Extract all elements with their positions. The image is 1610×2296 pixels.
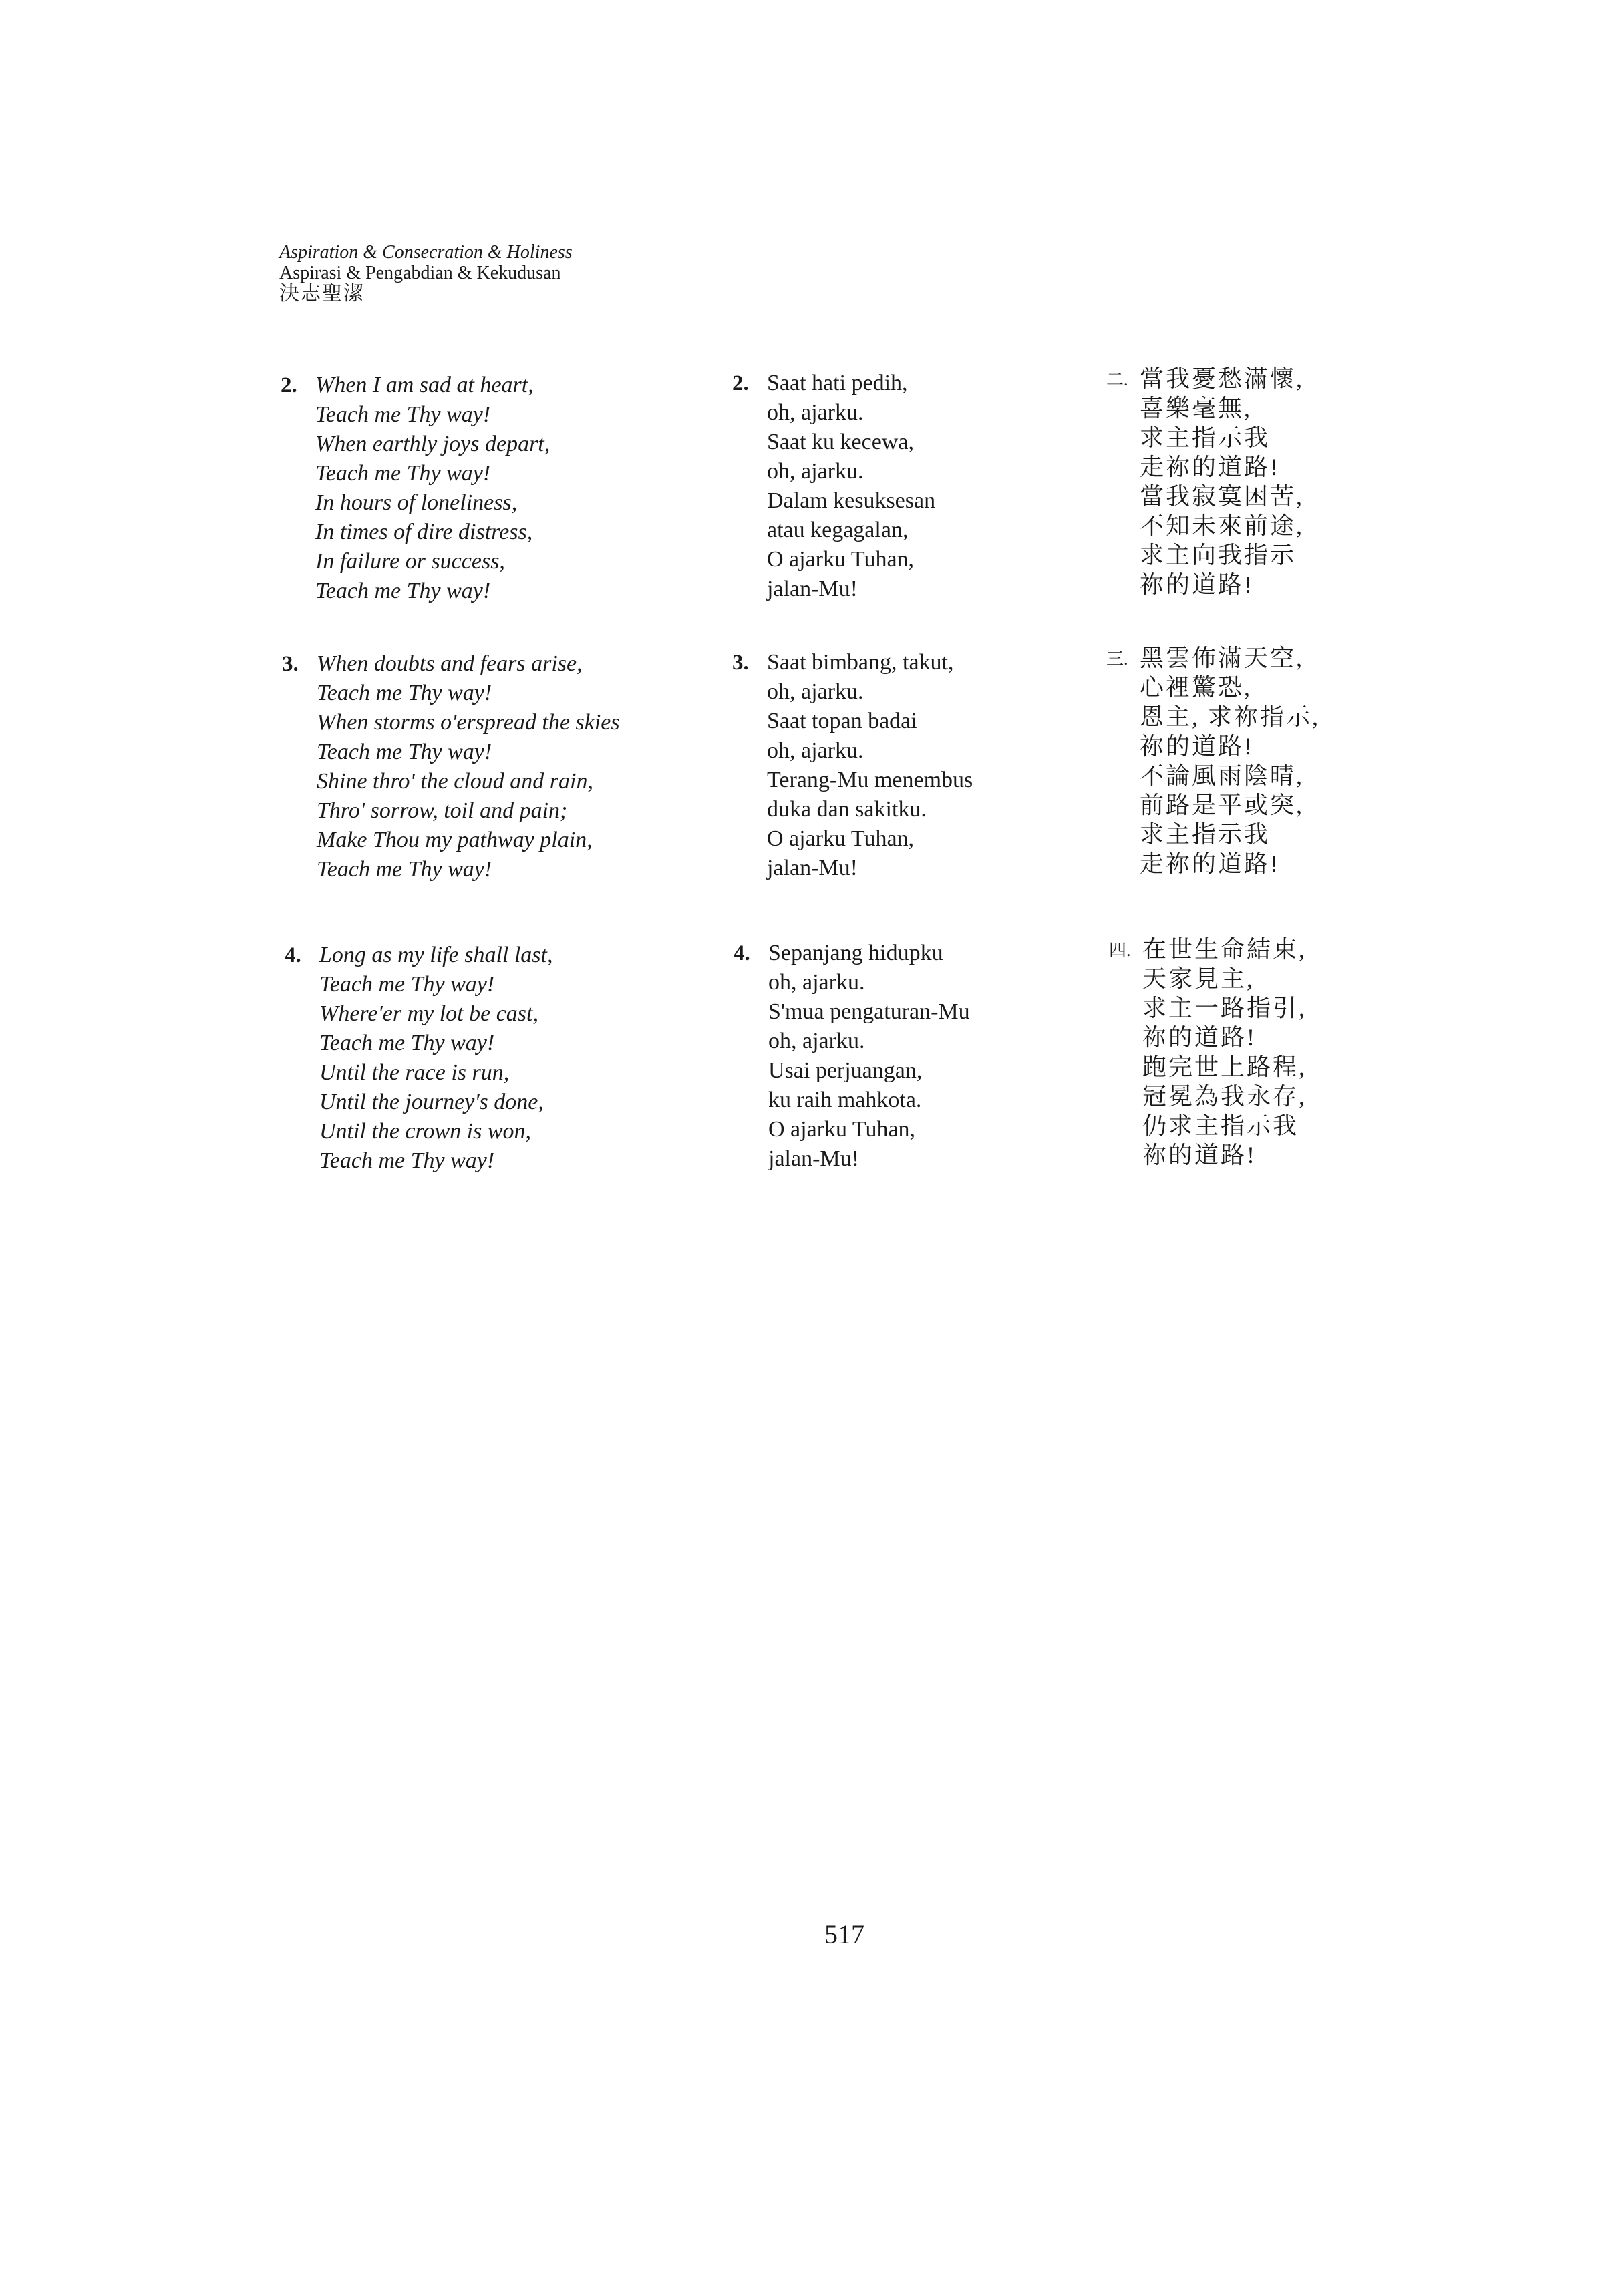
lyric-line: Where'er my lot be cast, [319,1001,538,1026]
lyric-line: 不知未來前途, [1140,512,1305,539]
page-number: 517 [824,1919,864,1949]
lyric-line: 走祢的道路! [1140,850,1280,877]
lyric-line: 祢的道路! [1140,733,1254,760]
lyric-line: Teach me Thy way! [317,681,492,705]
lyric-line: Teach me Thy way! [319,1148,495,1173]
lyric-line: In hours of loneliness, [315,490,518,515]
lyric-line: Make Thou my pathway plain, [317,828,593,852]
lyric-line: S'mua pengaturan-Mu [768,999,970,1024]
lyric-line: ku raih mahkota. [768,1088,922,1112]
lyric-line: 仍求主指示我 [1142,1112,1299,1139]
lyric-line: 求主向我指示 [1140,542,1297,568]
lyric-line: Teach me Thy way! [319,1031,495,1055]
lyric-line: 祢的道路! [1142,1142,1257,1168]
lyric-line: oh, ajarku. [767,400,864,425]
lyric-line: Dalam kesuksesan [767,488,936,513]
lyric-line: In failure or success, [315,549,505,574]
lyric-line: When doubts and fears arise, [317,651,583,676]
lyric-line: O ajarku Tuhan, [767,826,915,851]
section-header [279,242,573,304]
lyric-line: oh, ajarku. [768,970,865,995]
lyric-line: O ajarku Tuhan, [767,547,915,572]
lyric-line: Sepanjang hidupku [768,941,943,965]
category-chinese: 決志聖潔 [279,283,365,305]
lyric-line: Terang-Mu menembus [767,768,973,792]
lyric-line: jalan-Mu! [767,577,858,601]
verse-number: 3. [732,651,749,675]
category-indonesian: Aspirasi & Pengabdian & Kekudusan [279,263,561,283]
lyric-line: Teach me Thy way! [315,579,491,603]
lyric-line: When earthly joys depart, [315,432,550,456]
lyric-line: Teach me Thy way! [319,972,495,997]
lyric-line: 不論風雨陰晴, [1140,762,1305,789]
lyric-line: 走祢的道路! [1140,454,1280,480]
lyric-line: Teach me Thy way! [315,461,491,486]
lyric-line: Until the journey's done, [319,1090,544,1114]
lyric-line: Saat bimbang, takut, [767,650,954,675]
verse-number: 三. [1106,649,1128,669]
verse-number: 3. [282,652,299,676]
lyric-line: 祢的道路! [1142,1024,1257,1051]
verse-number: 4. [734,941,750,965]
lyric-line: When storms o'erspread the skies [317,710,620,735]
verse-number: 4. [285,943,301,967]
lyric-line: oh, ajarku. [768,1029,865,1053]
lyric-line: Saat topan badai [767,709,917,733]
lyric-line: Usai perjuangan, [768,1058,923,1083]
lyric-line: Long as my life shall last, [319,943,553,967]
lyric-line: 當我寂寞困苦, [1140,483,1305,510]
lyric-line: 喜樂毫無, [1140,395,1253,422]
lyric-line: 跑完世上路程, [1142,1053,1307,1080]
lyric-line: 天家見主, [1142,965,1255,992]
lyric-line: Shine thro' the cloud and rain, [317,769,593,794]
lyric-line: In times of dire distress, [315,520,533,544]
lyric-line: 祢的道路! [1140,571,1254,598]
lyric-line: 心裡驚恐, [1140,674,1253,701]
lyric-line: 求主指示我 [1140,424,1271,451]
lyric-line: oh, ajarku. [767,459,864,484]
lyric-line: Teach me Thy way! [317,857,492,882]
lyric-line: Until the race is run, [319,1060,510,1085]
verse-number: 四. [1109,941,1131,960]
lyric-line: Teach me Thy way! [315,402,491,427]
lyric-line: oh, ajarku. [767,679,864,704]
lyric-line: 求主指示我 [1140,821,1271,848]
verse-number: 2. [732,371,749,395]
lyric-line: duka dan sakitku. [767,797,927,822]
lyric-line: 恩主, 求祢指示, [1140,703,1321,730]
lyric-line: Until the crown is won, [319,1119,532,1144]
verse-number: 2. [281,373,297,397]
lyric-line: atau kegagalan, [767,518,909,542]
lyric-line: 前路是平或突, [1140,792,1305,818]
lyric-line: 在世生命結束, [1142,936,1307,963]
lyric-line: Teach me Thy way! [317,740,492,764]
verse-number: 二. [1106,370,1128,389]
lyric-line: 求主一路指引, [1142,995,1307,1021]
lyric-line: O ajarku Tuhan, [768,1117,916,1142]
lyric-line: jalan-Mu! [767,856,858,880]
lyric-line: 當我憂愁滿懷, [1140,365,1305,392]
lyric-line: jalan-Mu! [768,1146,859,1171]
lyric-line: 冠冕為我永存, [1142,1083,1307,1110]
lyric-line: Saat ku kecewa, [767,430,914,454]
lyric-line: Saat hati pedih, [767,371,908,395]
lyric-line: oh, ajarku. [767,738,864,763]
lyric-line: Thro' sorrow, toil and pain; [317,798,568,823]
lyric-line: When I am sad at heart, [315,373,534,397]
lyric-line: 黑雲佈滿天空, [1140,645,1305,671]
category-english: Aspiration & Consecration & Holiness [279,242,573,263]
